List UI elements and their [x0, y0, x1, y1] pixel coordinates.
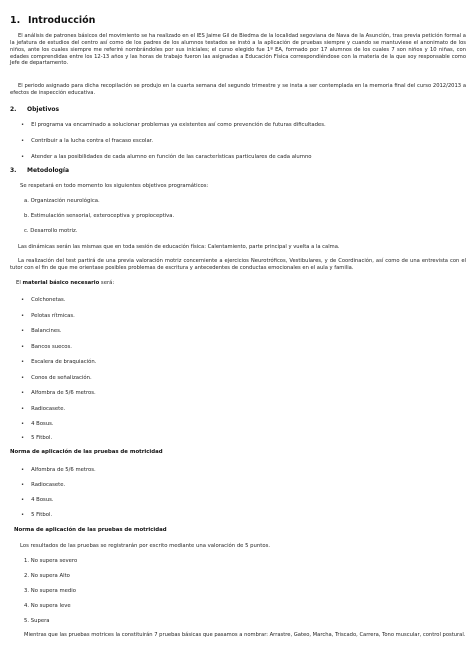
- scale-item: 5. Supera: [24, 618, 50, 624]
- material-intro-post: será:: [99, 280, 115, 286]
- material-item: • Balancines.: [21, 328, 62, 335]
- scale-item: 3. No supera medio: [24, 588, 76, 594]
- list-item: • Contribuir a la lucha contra el fracaso escolar.: [21, 138, 153, 145]
- objective-item: a. Organización neurológica.: [24, 198, 100, 204]
- material-item: • 4 Bosus.: [21, 421, 54, 428]
- section-title: Metodología: [27, 167, 70, 174]
- dinamicas-paragraph: Las dinámicas serán las mismas que en toda sesión de educación física: Calentamiento, parte principal y vuelta a la calma.: [18, 244, 340, 250]
- material-item: • Escalera de braquiación.: [21, 359, 96, 366]
- realizacion-paragraph: La realización del test partirá de una previa valoración motriz concerniente a ejercicios Neurotróficos, Vestibulares, y de Coordinación, así como de una entrevista con el tutor con el fin de que me orientase posibles problemas de escritura y antecedentes de conductas emocionales en el aula y familia.: [10, 258, 466, 271]
- objectives-intro: Se respetará en todo momento los siguientes objetivos programáticos:: [20, 183, 209, 189]
- scale-item: 4. No supera leve: [24, 603, 71, 609]
- list-item: • El programa va encaminado a solucionar problemas ya existentes así como prevención de futuras dificultades.: [21, 122, 326, 129]
- section-1-heading: [10, 15, 95, 28]
- norma-item: • 4 Bosus.: [21, 497, 54, 504]
- section-number: 1.: [10, 15, 21, 26]
- section-title: Objetivos: [27, 106, 60, 113]
- scale-item: 1. No supera severo: [24, 558, 78, 564]
- section-3-heading: [10, 167, 69, 175]
- objective-item: c. Desarrollo motriz.: [24, 228, 78, 234]
- material-intro-pre: El: [16, 280, 23, 286]
- section-2-heading: [10, 106, 59, 114]
- list-item: • Atender a las posibilidades de cada alumno en función de las características particulares de cada alumno: [21, 154, 312, 161]
- norma-heading-2: Norma de aplicación de las pruebas de motricidad: [14, 527, 167, 533]
- norma-item: • Alfombra de 5/6 metros.: [21, 467, 96, 474]
- period-paragraph: El periodo asignado para dicha recopilación se produjo en la cuarta semana del segundo trimestre y se insta a ser contemplada en la memoria final del curso 2012/2013 a efectos de inspección educativa.: [10, 83, 466, 96]
- material-item: • Pelotas rítmicas.: [21, 313, 75, 320]
- final-paragraph: Mientras que las pruebas motrices la constituirán 7 pruebas básicas que pasamos a nombrar: Arrastre, Gateo, Marcha, Triscado, Carrera, Tono muscular, control postural.: [24, 632, 466, 638]
- norma-item: • Radiocasete.: [21, 482, 65, 489]
- norma-item: • 5 Fitbol.: [21, 512, 52, 519]
- section-number: 2.: [10, 106, 17, 113]
- material-intro: [16, 280, 114, 287]
- material-item: • Bancos suecos.: [21, 344, 72, 351]
- material-item: • Colchonetas.: [21, 297, 65, 304]
- resultados-paragraph: Los resultados de las pruebas se registrarán por escrito mediante una valoración de 5 puntos.: [20, 543, 271, 549]
- material-intro-bold: material básico necesario: [22, 280, 100, 286]
- norma-heading: Norma de aplicación de las pruebas de motricidad: [10, 449, 163, 455]
- material-item: • Conos de señalización.: [21, 375, 92, 382]
- material-item: • Radiocasete.: [21, 406, 65, 413]
- section-number: 3.: [10, 167, 17, 174]
- section-title: Introducción: [28, 15, 96, 26]
- material-item: • 5 Fitbol.: [21, 435, 52, 442]
- objective-item: b. Estimulación sensorial, exteroceptiva y propioceptiva.: [24, 213, 175, 219]
- material-item: • Alfombra de 5/6 metros.: [21, 390, 96, 397]
- intro-paragraph: El análisis de patrones básicos del movimiento se ha realizado en el IES Jaime Gil de Biedma de la localidad segoviana de Nava de la Asunción, tras previa petición formal a la jefatura de estudios del centro así como de los padres de los alumnos testados se instó a la aplicación de pruebas siempre y cuando se mantuviese el anonimato de los niños, ante los cuales siempre me referiré nombrándoles por sus iniciales; el curso elegido fue 1º EA, formado por 17 alumnos de los cuales 7 son niños y 10 niñas, con edades comprendidas entre los 12-13 años y las horas de trabajo fueron las asignadas a Educación Física correspondiéndose con la materia de la que soy responsable como Jefe de departamento.: [10, 33, 466, 67]
- scale-item: 2. No supera Alto: [24, 573, 70, 579]
